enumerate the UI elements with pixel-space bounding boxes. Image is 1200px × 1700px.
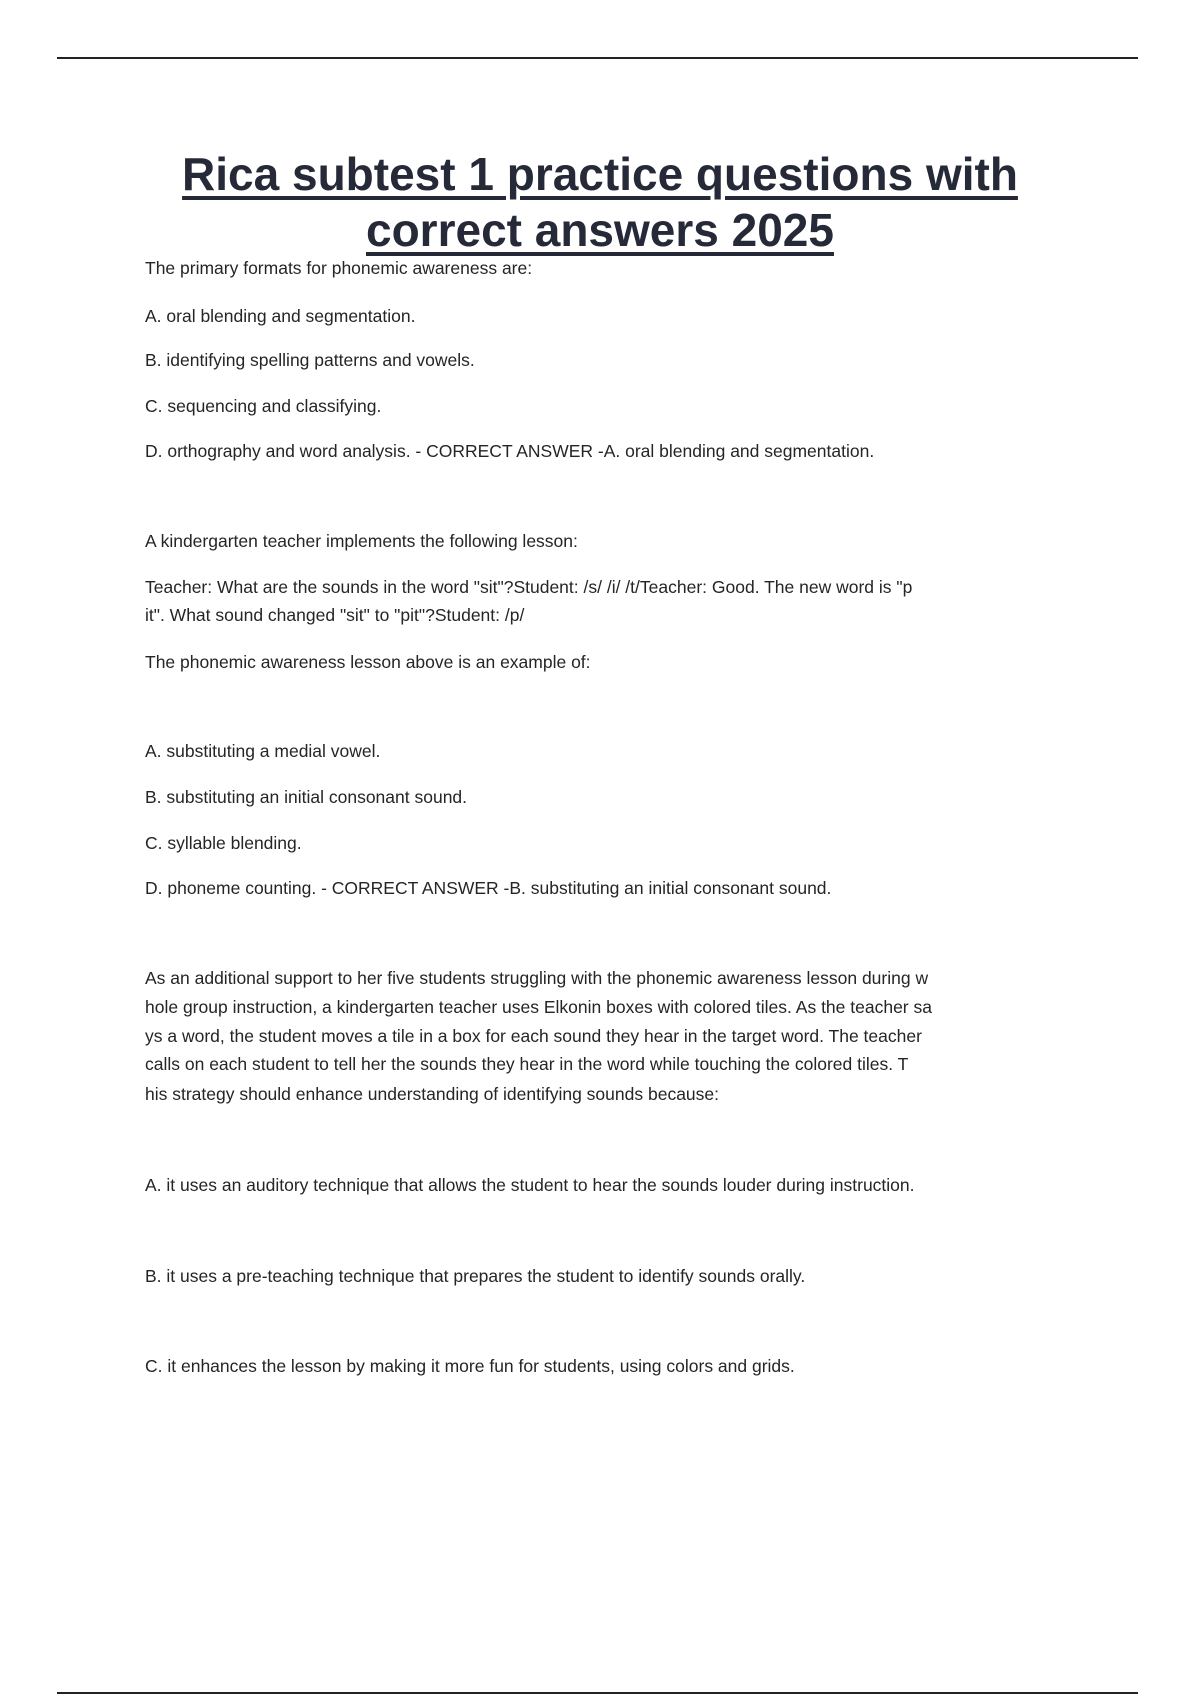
question-2-option-d-answer: D. phoneme counting. - CORRECT ANSWER -B. substituting an initial consonant sound.	[145, 878, 832, 898]
question-1-option-c: C. sequencing and classifying.	[145, 396, 382, 416]
question-2-option-b: B. substituting an initial consonant sound.	[145, 787, 468, 807]
question-3-option-c: C. it enhances the lesson by making it more fun for students, using colors and grids.	[145, 1356, 795, 1376]
page-title	[0, 146, 1200, 202]
question-3-stem-line-3: ys a word, the student moves a tile in a box for each sound they hear in the target word. The teacher	[145, 1026, 922, 1046]
title-line-1: Rica subtest 1 practice questions with	[182, 148, 1018, 200]
question-2-option-a: A. substituting a medial vowel.	[145, 741, 381, 761]
page-title-cont	[0, 202, 1200, 258]
question-3-option-b: B. it uses a pre-teaching technique that prepares the student to identify sounds orally.	[145, 1266, 806, 1286]
question-3-stem-line-1: As an additional support to her five students struggling with the phonemic awareness lesson during w	[145, 968, 929, 988]
question-3-stem-line-2: hole group instruction, a kindergarten teacher uses Elkonin boxes with colored tiles. As the teacher sa	[145, 997, 932, 1017]
question-1-stem: The primary formats for phonemic awareness are:	[145, 258, 533, 278]
question-1-option-a: A. oral blending and segmentation.	[145, 306, 416, 326]
header-rule	[57, 57, 1138, 59]
question-2-stem-dialog-2: it". What sound changed "sit" to "pit"?Student: /p/	[145, 605, 525, 625]
question-2-stem-prompt: The phonemic awareness lesson above is an example of:	[145, 652, 591, 672]
question-3-option-a: A. it uses an auditory technique that allows the student to hear the sounds louder during instruction.	[145, 1175, 915, 1195]
question-2-stem-dialog-1: Teacher: What are the sounds in the word "sit"?Student: /s/ /i/ /t/Teacher: Good. The new word is "p	[145, 577, 913, 597]
question-2-stem-intro: A kindergarten teacher implements the following lesson:	[145, 531, 578, 551]
footer-rule	[57, 1692, 1138, 1694]
question-1-option-d-answer: D. orthography and word analysis. - CORRECT ANSWER -A. oral blending and segmentation.	[145, 441, 875, 461]
question-1-option-b: B. identifying spelling patterns and vowels.	[145, 350, 475, 370]
question-3-stem-line-4: calls on each student to tell her the sounds they hear in the word while touching the colored tiles. T	[145, 1054, 909, 1074]
question-3-stem-line-5: his strategy should enhance understanding of identifying sounds because:	[145, 1084, 720, 1104]
question-2-option-c: C. syllable blending.	[145, 833, 302, 853]
title-line-2: correct answers 2025	[366, 204, 834, 256]
